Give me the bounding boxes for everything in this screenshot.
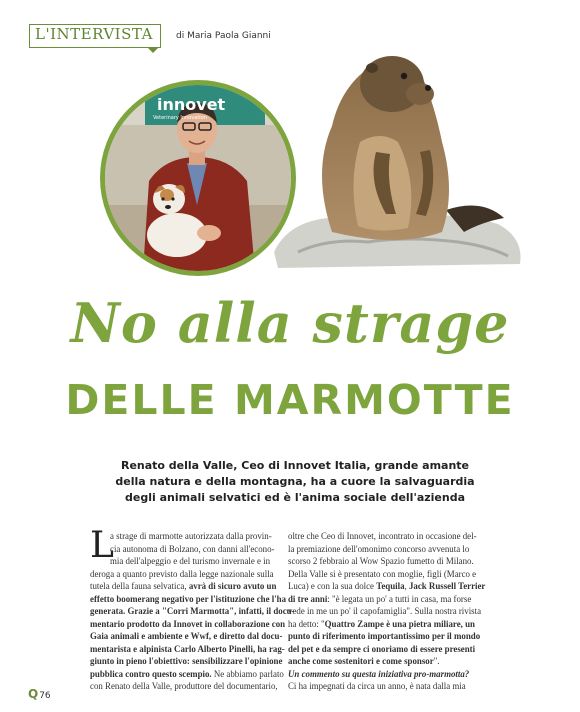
body-text-run: anche come sostenitori e come sponsor xyxy=(288,656,434,666)
body-line xyxy=(288,618,486,631)
drop-cap: L xyxy=(90,525,114,566)
body-text-run: Gaia animali e ambiente e Wwf, e diretto dal docu- xyxy=(90,631,283,641)
body-line xyxy=(288,593,486,606)
body-text-run: mentario prodotto da Innovet in collaborazione con xyxy=(90,618,286,629)
section-tag-label: L'INTERVISTA xyxy=(35,25,153,43)
body-text-run: del pet e da sempre ci onoriamo di essere presenti xyxy=(288,643,476,654)
body-text-run: punto di riferimento importantissimo per il mondo xyxy=(288,631,481,641)
body-line xyxy=(288,568,486,581)
body-text-run: Ci ha impegnati da circa un anno, è nata dalla mia xyxy=(288,681,466,691)
headline-caps: DELLE MARMOTTE xyxy=(65,376,515,424)
body-line xyxy=(288,555,486,568)
body-line xyxy=(288,543,486,556)
body-column-right xyxy=(288,530,486,693)
folio-logo: Q xyxy=(28,687,39,701)
body-text-run: mia dell'alpeggio e del turismo invernale e in xyxy=(110,556,271,566)
body-line xyxy=(90,543,288,556)
body-line xyxy=(90,568,288,581)
body-line xyxy=(288,643,486,656)
body-text-run: ". xyxy=(433,656,440,666)
body-line xyxy=(90,605,295,618)
body-text-run: oltre che Ceo di Innovet, incontrato in occasione del- xyxy=(288,531,477,541)
body-text-run: Della Valle si è presentato con moglie, figli (Marco e xyxy=(288,568,477,579)
portrait-photo xyxy=(100,80,296,276)
body-line xyxy=(90,530,288,543)
portrait-brand-subtitle: Veterinary Innovation xyxy=(153,115,207,121)
body-line xyxy=(288,655,486,668)
byline: di Maria Paola Gianni xyxy=(176,31,271,41)
section-tag xyxy=(29,24,161,50)
body-line xyxy=(90,680,288,693)
page-folio xyxy=(28,683,51,702)
body-text-run: vede in me un po' il capofamiglia". Sulla nostra rivista xyxy=(288,606,482,616)
standfirst-line: Renato della Valle, Ceo di Innovet Italia, grande amante xyxy=(120,459,470,472)
body-line xyxy=(288,605,486,618)
body-text-run: con Renato della Valle, produttore del documentario, xyxy=(90,681,278,691)
body-line xyxy=(288,530,486,543)
body-line xyxy=(288,668,486,681)
body-line xyxy=(90,555,288,568)
marmot-illustration xyxy=(268,42,528,278)
body-line xyxy=(90,630,288,643)
body-text-run: generata. Grazie a "Corri Marmotta", infatti, il docu- xyxy=(90,606,295,616)
body-line xyxy=(90,593,288,606)
body-text-run: giunto in pieno l'obiettivo: sensibilizzare l'opinione xyxy=(90,656,283,666)
body-line xyxy=(90,618,288,631)
body-text-run: di tre anni xyxy=(288,593,328,604)
body-text-run: tutela della fauna selvatica, xyxy=(90,581,189,591)
standfirst-line: della natura e della montagna, ha a cuore la salvaguardia xyxy=(115,475,475,488)
body-text-run: avrà di sicuro avuto un xyxy=(188,581,277,591)
body-text-run: scorso 2 febbraio al Wow Spazio fumetto di Milano. xyxy=(288,556,474,566)
body-text-run: Un commento su questa iniziativa pro-marmotta? xyxy=(288,668,470,679)
standfirst-line: degli animali selvatici ed è l'anima sociale dell'azienda xyxy=(124,491,466,504)
body-line xyxy=(90,655,288,668)
body-text-run: Tequila xyxy=(376,581,405,591)
body-text-run: a strage di marmotte autorizzata dalla provin- xyxy=(110,531,272,541)
body-text-run: : "è legata un po' a tutti in casa, ma forse xyxy=(327,593,472,604)
body-text-run: Quattro Zampe è una pietra miliare, un xyxy=(324,618,475,629)
section-tag-notch xyxy=(147,47,159,53)
body-text-run: deroga a quanto previsto dalla legge nazionale sulla xyxy=(90,568,274,579)
page-number: 76 xyxy=(39,691,51,701)
body-line xyxy=(288,680,486,693)
body-text-run: mentarista e alpinista Carlo Alberto Pinelli, ha rag- xyxy=(90,643,285,654)
body-text-run: pubblica contro questo scempio. xyxy=(90,668,212,679)
body-line xyxy=(288,630,486,643)
body-column-left xyxy=(90,525,295,693)
body-text-run: Ne abbiamo parlato xyxy=(211,668,284,679)
body-text-run: Luca) e con la sua dolce xyxy=(288,581,377,591)
body-text-run: cia autonoma di Bolzano, con danni all'econo- xyxy=(110,543,275,554)
body-line xyxy=(90,643,288,656)
body-line xyxy=(90,580,288,593)
body-text-run: effetto boomerang negativo per l'istituzione che l'ha xyxy=(90,593,287,604)
standfirst xyxy=(100,458,490,506)
body-text-run: Jack Russell Terrier xyxy=(408,581,486,591)
body-line xyxy=(90,668,288,681)
portrait-brand-sign: innovet xyxy=(157,95,226,114)
body-text-run: , xyxy=(404,581,409,591)
headline-script: No alla strage xyxy=(70,291,510,355)
body-text-run: ha detto: " xyxy=(288,618,325,629)
body-line xyxy=(288,580,486,593)
body-text-run: la premiazione dell'omonimo concorso avvenuta lo xyxy=(288,543,470,554)
